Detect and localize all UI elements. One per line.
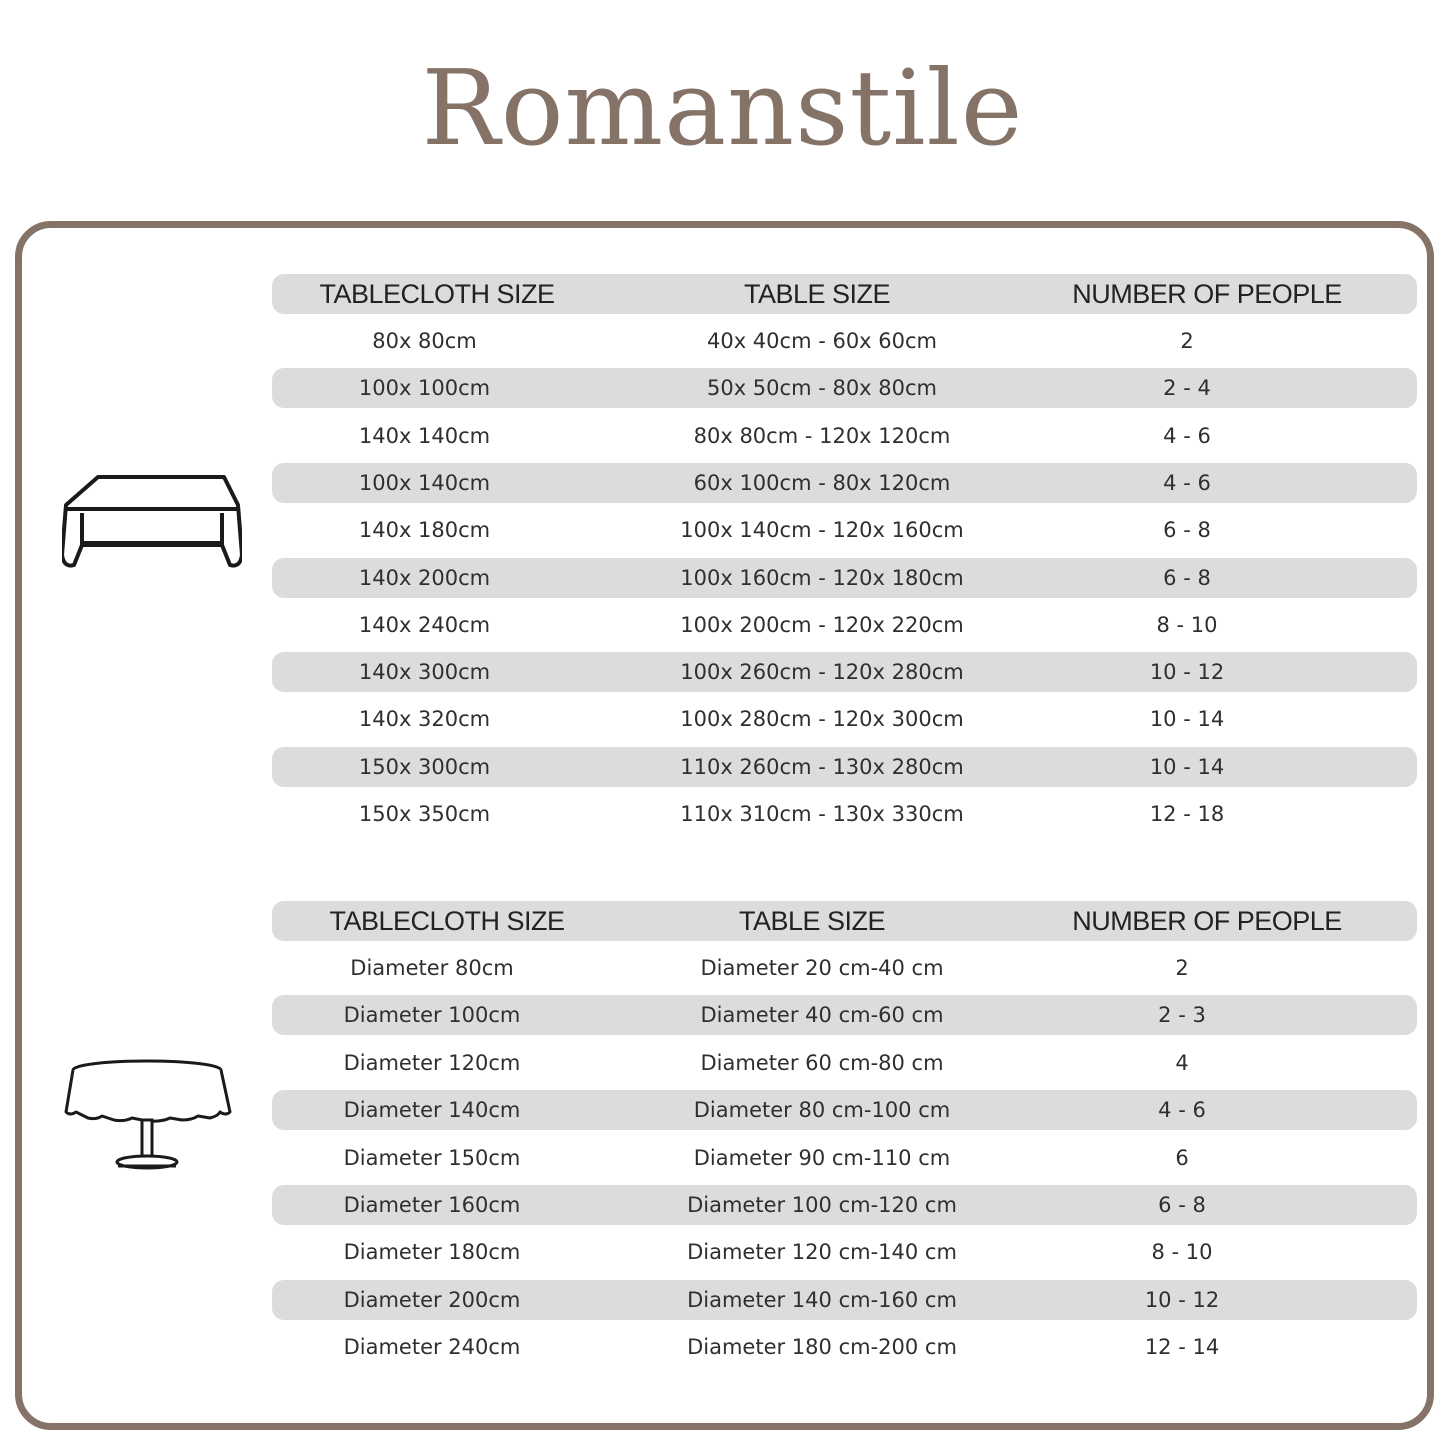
table-size-cell: 80x 80cm - 120x 120cm [693, 423, 951, 448]
table-size-cell: 40x 40cm - 60x 60cm [706, 329, 938, 353]
people-count-cell: 10 - 14 [1149, 707, 1225, 732]
table-size-cell: Diameter 20 cm-40 cm [700, 956, 944, 980]
table-row [272, 321, 1417, 361]
tablecloth-size-cell: Diameter 140cm [343, 1098, 521, 1123]
table-row [272, 794, 1417, 834]
table-size-cell: 60x 100cm - 80x 120cm [693, 470, 951, 495]
table-row [272, 368, 1417, 408]
table-size-cell: Diameter 180 cm-200 cm [687, 1335, 957, 1360]
people-count-cell: 4 [1175, 1050, 1189, 1075]
people-count-cell: 2 [1180, 329, 1194, 353]
header-tablecloth-size: TABLECLOTH SIZE [319, 278, 555, 309]
people-count-cell: 12 - 18 [1149, 802, 1225, 826]
table-size-cell: Diameter 140 cm-160 cm [687, 1287, 957, 1312]
people-count-cell: 2 - 4 [1163, 376, 1211, 401]
tablecloth-size-cell: Diameter 240cm [343, 1335, 521, 1360]
tablecloth-size-cell: Diameter 120cm [343, 1050, 521, 1075]
size-chart-frame [15, 221, 1434, 1430]
tablecloth-size-cell: Diameter 200cm [343, 1287, 521, 1312]
people-count-cell: 8 - 10 [1156, 612, 1218, 637]
table-row [272, 1280, 1417, 1320]
table-size-cell: Diameter 80 cm-100 cm [693, 1098, 951, 1123]
table-size-cell: Diameter 60 cm-80 cm [700, 1050, 944, 1075]
tablecloth-size-cell: 150x 300cm [358, 754, 491, 779]
table-row [272, 510, 1417, 550]
header-table-size: TABLE SIZE [738, 905, 886, 936]
round-tablecloth-icon [62, 1058, 232, 1173]
table-header-row [272, 901, 1417, 941]
table-size-cell: Diameter 90 cm-110 cm [693, 1145, 951, 1170]
table-row [272, 1043, 1417, 1083]
table-row [272, 747, 1417, 787]
tablecloth-size-cell: 140x 180cm [358, 518, 491, 543]
table-header-row [272, 274, 1417, 314]
tablecloth-size-cell: 150x 350cm [358, 802, 491, 826]
tablecloth-size-cell: 140x 140cm [358, 423, 491, 448]
table-size-cell: 50x 50cm - 80x 80cm [706, 376, 938, 401]
people-count-cell: 4 - 6 [1163, 470, 1211, 495]
table-row [272, 1185, 1417, 1225]
people-count-cell: 10 - 14 [1149, 754, 1225, 779]
table-size-cell: Diameter 120 cm-140 cm [687, 1240, 957, 1265]
table-size-cell: 110x 260cm - 130x 280cm [680, 754, 964, 779]
table-row [272, 1138, 1417, 1178]
header-number-of-people: NUMBER OF PEOPLE [1072, 278, 1342, 309]
table-size-cell: Diameter 100 cm-120 cm [687, 1193, 957, 1217]
tablecloth-size-cell: Diameter 80cm [350, 956, 514, 980]
tablecloth-size-cell: 140x 200cm [358, 565, 491, 590]
people-count-cell: 6 [1175, 1145, 1189, 1170]
table-size-cell: 100x 200cm - 120x 220cm [680, 612, 964, 637]
people-count-cell: 6 - 8 [1163, 565, 1211, 590]
tablecloth-size-cell: 140x 300cm [358, 660, 491, 685]
header-number-of-people: NUMBER OF PEOPLE [1072, 905, 1342, 936]
people-count-cell: 4 - 6 [1163, 423, 1211, 448]
people-count-cell: 8 - 10 [1151, 1240, 1213, 1265]
people-count-cell: 6 - 8 [1158, 1193, 1206, 1217]
tablecloth-size-cell: 100x 140cm [358, 470, 491, 495]
table-row [272, 948, 1417, 988]
table-row [272, 699, 1417, 739]
table-size-cell: Diameter 40 cm-60 cm [700, 1003, 944, 1028]
header-tablecloth-size: TABLECLOTH SIZE [329, 905, 565, 936]
tablecloth-size-cell: 140x 320cm [358, 707, 491, 732]
brand-name: Romanstile [421, 47, 1024, 169]
table-size-cell: 100x 280cm - 120x 300cm [680, 707, 964, 732]
table-size-cell: 100x 140cm - 120x 160cm [680, 518, 964, 543]
header-table-size: TABLE SIZE [743, 278, 891, 309]
people-count-cell: 12 - 14 [1144, 1335, 1220, 1360]
table-row [272, 1090, 1417, 1130]
table-row [272, 416, 1417, 456]
rectangular-tablecloth-icon [62, 473, 242, 573]
people-count-cell: 4 - 6 [1158, 1098, 1206, 1123]
table-size-cell: 110x 310cm - 130x 330cm [680, 802, 964, 826]
table-row [272, 558, 1417, 598]
table-row [272, 995, 1417, 1035]
people-count-cell: 6 - 8 [1163, 518, 1211, 543]
tablecloth-size-cell: Diameter 100cm [343, 1003, 521, 1028]
tablecloth-size-cell: Diameter 180cm [343, 1240, 521, 1265]
table-row [272, 1327, 1417, 1367]
tablecloth-size-cell: 140x 240cm [358, 612, 491, 637]
brand-logo [0, 48, 1445, 168]
tablecloth-size-cell: 100x 100cm [358, 376, 491, 401]
table-row [272, 1232, 1417, 1272]
table-size-cell: 100x 260cm - 120x 280cm [680, 660, 964, 685]
table-size-cell: 100x 160cm - 120x 180cm [680, 565, 964, 590]
tablecloth-size-cell: Diameter 150cm [343, 1145, 521, 1170]
table-row [272, 652, 1417, 692]
tablecloth-size-cell: Diameter 160cm [343, 1193, 521, 1217]
people-count-cell: 10 - 12 [1149, 660, 1225, 685]
table-row [272, 463, 1417, 503]
tablecloth-size-cell: 80x 80cm [372, 329, 477, 353]
people-count-cell: 2 [1175, 956, 1189, 980]
table-row [272, 605, 1417, 645]
people-count-cell: 2 - 3 [1158, 1003, 1206, 1028]
people-count-cell: 10 - 12 [1144, 1287, 1220, 1312]
